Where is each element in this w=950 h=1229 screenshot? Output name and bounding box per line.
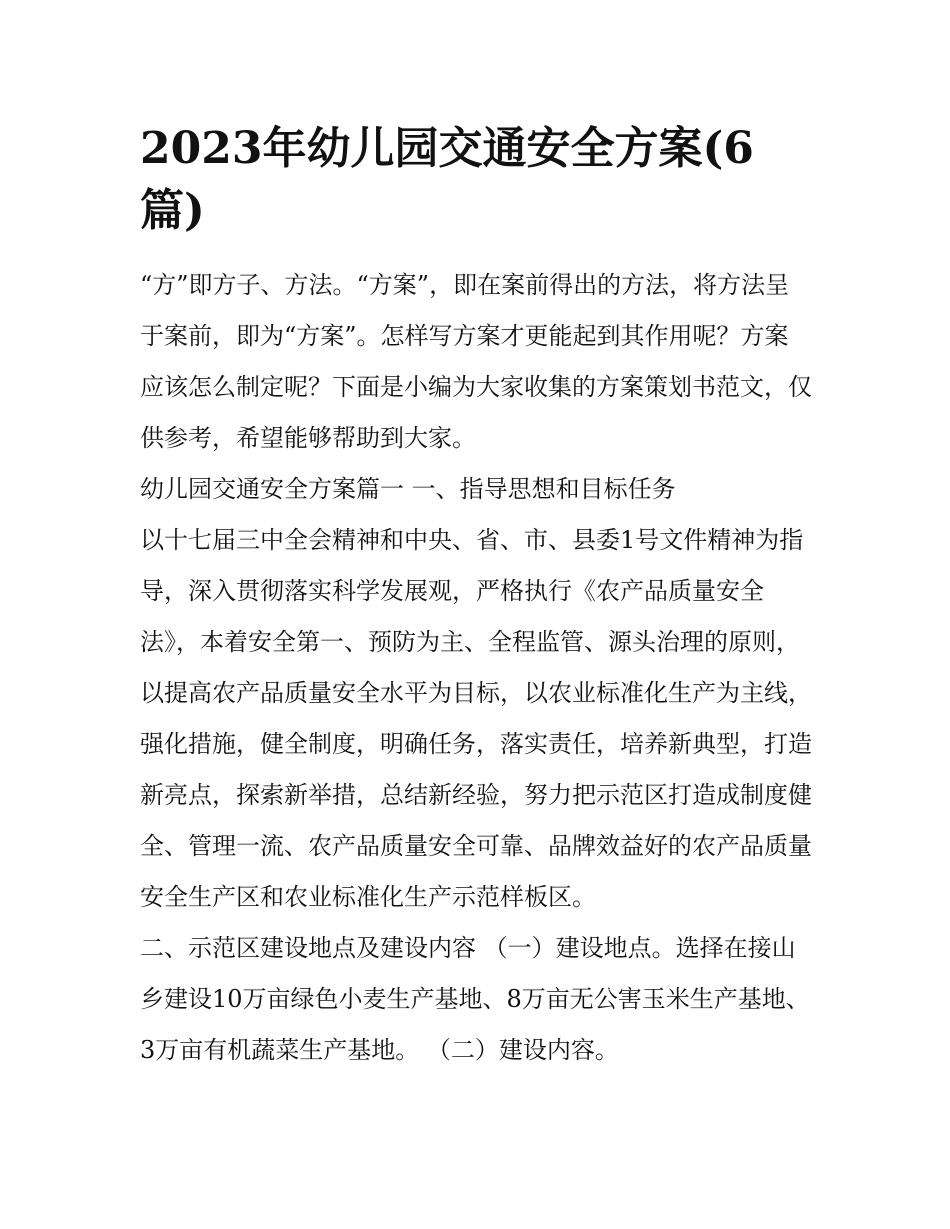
section-heading-paragraph: 幼儿园交通安全方案篇一 一、指导思想和目标任务 xyxy=(140,475,676,503)
guiding-principle-paragraph: 以十七届三中全会精神和中央、省、市、县委1号文件精神为指导，深入贯彻落实科学发展观，严格执行《农产品质量安全法》，本着安全第一、预防为主、全程监管、源头治理的原则，以提高农产品质量安全水平为目标，以农业标准化生产为主线，强化措施，健全制度，明确任务，落实责任，培养新典型，打造新亮点，探索新举措，总结新经验，努力把示范区打造成制度健全、管理一流、农产品质量安全可靠、品牌效益好的农产品质量安全生产区和农业标准化生产示范样板区。 xyxy=(140,526,812,911)
document-title: 2023年幼儿园交通安全方案(6篇) xyxy=(140,123,754,236)
construction-site-paragraph: 二、示范区建设地点及建设内容 （一）建设地点。选择在接山乡建设10万亩绿色小麦生产基地、8万亩无公害玉米生产基地、3万亩有机蔬菜生产基地。 （二）建设内容。 xyxy=(140,934,810,1064)
intro-paragraph: “方”即方子、方法。“方案”，即在案前得出的方法，将方法呈于案前，即为“方案”。怎样写方案才更能起到其作用呢？方案应该怎么制定呢？下面是小编为大家收集的方案策划书范文，仅供参考，希望能够帮助到大家。 xyxy=(140,271,812,452)
document-body xyxy=(140,118,812,1076)
